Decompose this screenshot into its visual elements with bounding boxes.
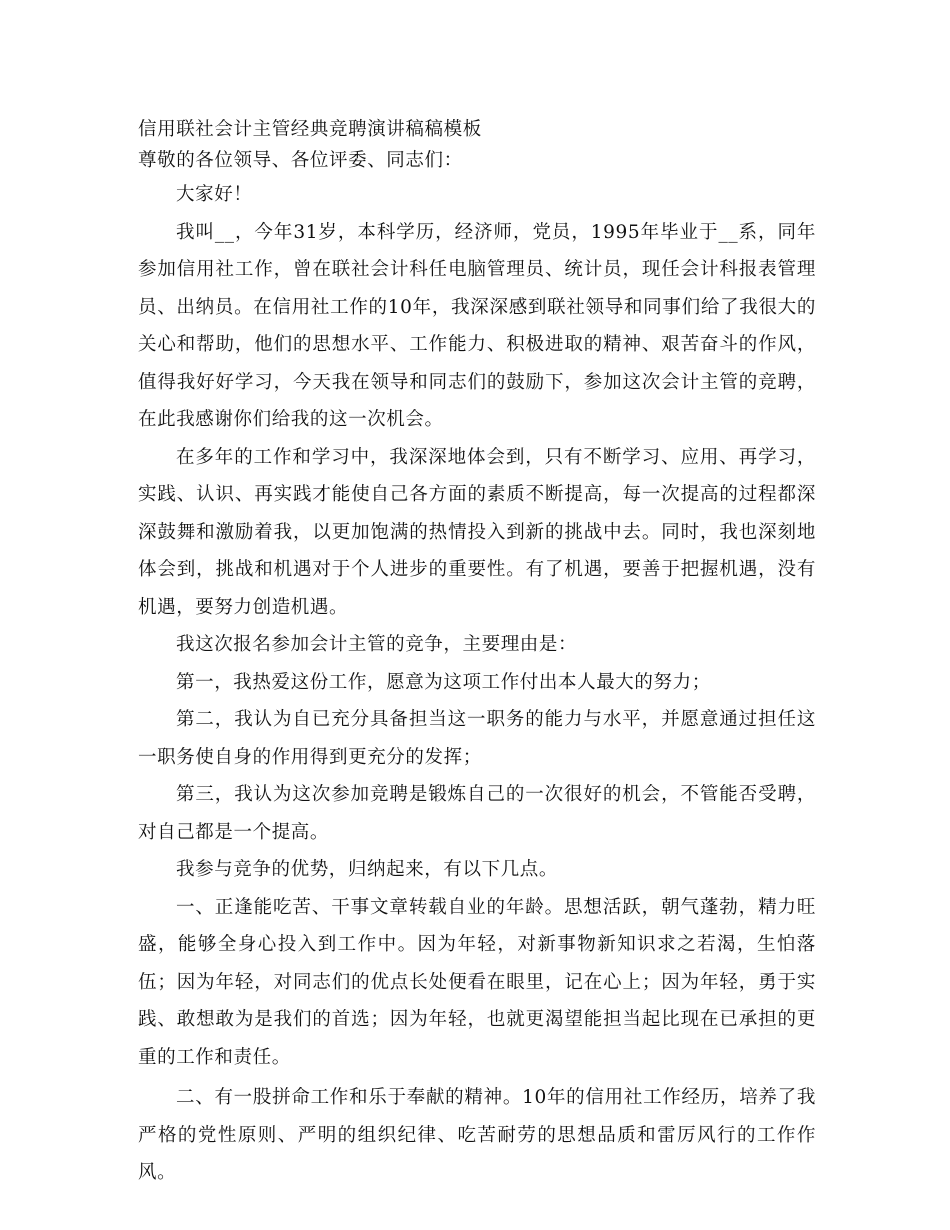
paragraph-reasons-intro: 我这次报名参加会计主管的竞争，主要理由是： [176, 634, 578, 655]
paragraph-reason-1: 第一，我热爱这份工作，愿意为这项工作付出本人最大的努力； [176, 671, 711, 693]
document-body [138, 114, 816, 1192]
paragraph-advantage-1: 一、正逢能吃苦、干事文章转载自业的年龄。思想活跃，朝气蓬勃，精力旺盛，能够全身心投入到工作中。因为年轻，对新事物新知识求之若渴，生怕落伍；因为年轻，对同志们的优点长处便看在眼里，记在心上；因为年轻，勇于实践、敢想敢为是我们的首选；因为年轻，也就更渴望能担当起比现在已承担的更重的工作和责任。 [138, 896, 816, 1068]
paragraph-advantages-intro: 我参与竞争的优势，归纳起来，有以下几点。 [176, 859, 559, 880]
paragraph-greeting: 大家好！ [176, 184, 253, 205]
paragraph-experience: 在多年的工作和学习中，我深深地体会到，只有不断学习、应用、再学习，实践、认识、再实践才能使自己各方面的素质不断提高，每一次提高的过程都深深鼓舞和激励着我，以更加饱满的热情投入到新的挑战中去。同时，我也深刻地体会到，挑战和机遇对于个人进步的重要性。有了机遇，要善于把握机遇，没有机遇，要努力创造机遇。 [138, 446, 816, 618]
paragraph-reason-2: 第二，我认为自已充分具备担当这一职务的能力与水平，并愿意通过担任这一职务使自身的作用得到更充分的发挥； [138, 709, 816, 768]
document-title: 信用联社会计主管经典竞聘演讲稿稿模板 [138, 119, 482, 140]
paragraph-advantage-2: 二、有一股拼命工作和乐于奉献的精神。10年的信用社工作经历，培养了我严格的党性原则、严明的组织纪律、吃苦耐劳的思想品质和雷厉风行的工作作风。 [138, 1087, 816, 1183]
paragraph-reason-3: 第三，我认为这次参加竞聘是锻炼自己的一次很好的机会，不管能否受聘，对自己都是一个提高。 [138, 784, 816, 843]
salutation: 尊敬的各位领导、各位评委、同志们： [138, 150, 463, 171]
paragraph-introduction: 我叫__，今年31岁，本科学历，经济师，党员，1995年毕业于__系，同年参加信用社工作，曾在联社会计科任电脑管理员、统计员，现任会计科报表管理员、出纳员。在信用社工作的10年，我深深感到联社领导和同事们给了我很大的关心和帮助，他们的思想水平、工作能力、积极进取的精神、艰苦奋斗的作风，值得我好好学习，今天我在领导和同志们的鼓励下，参加这次会计主管的竞聘，在此我感谢你们给我的这一次机会。 [138, 221, 816, 430]
